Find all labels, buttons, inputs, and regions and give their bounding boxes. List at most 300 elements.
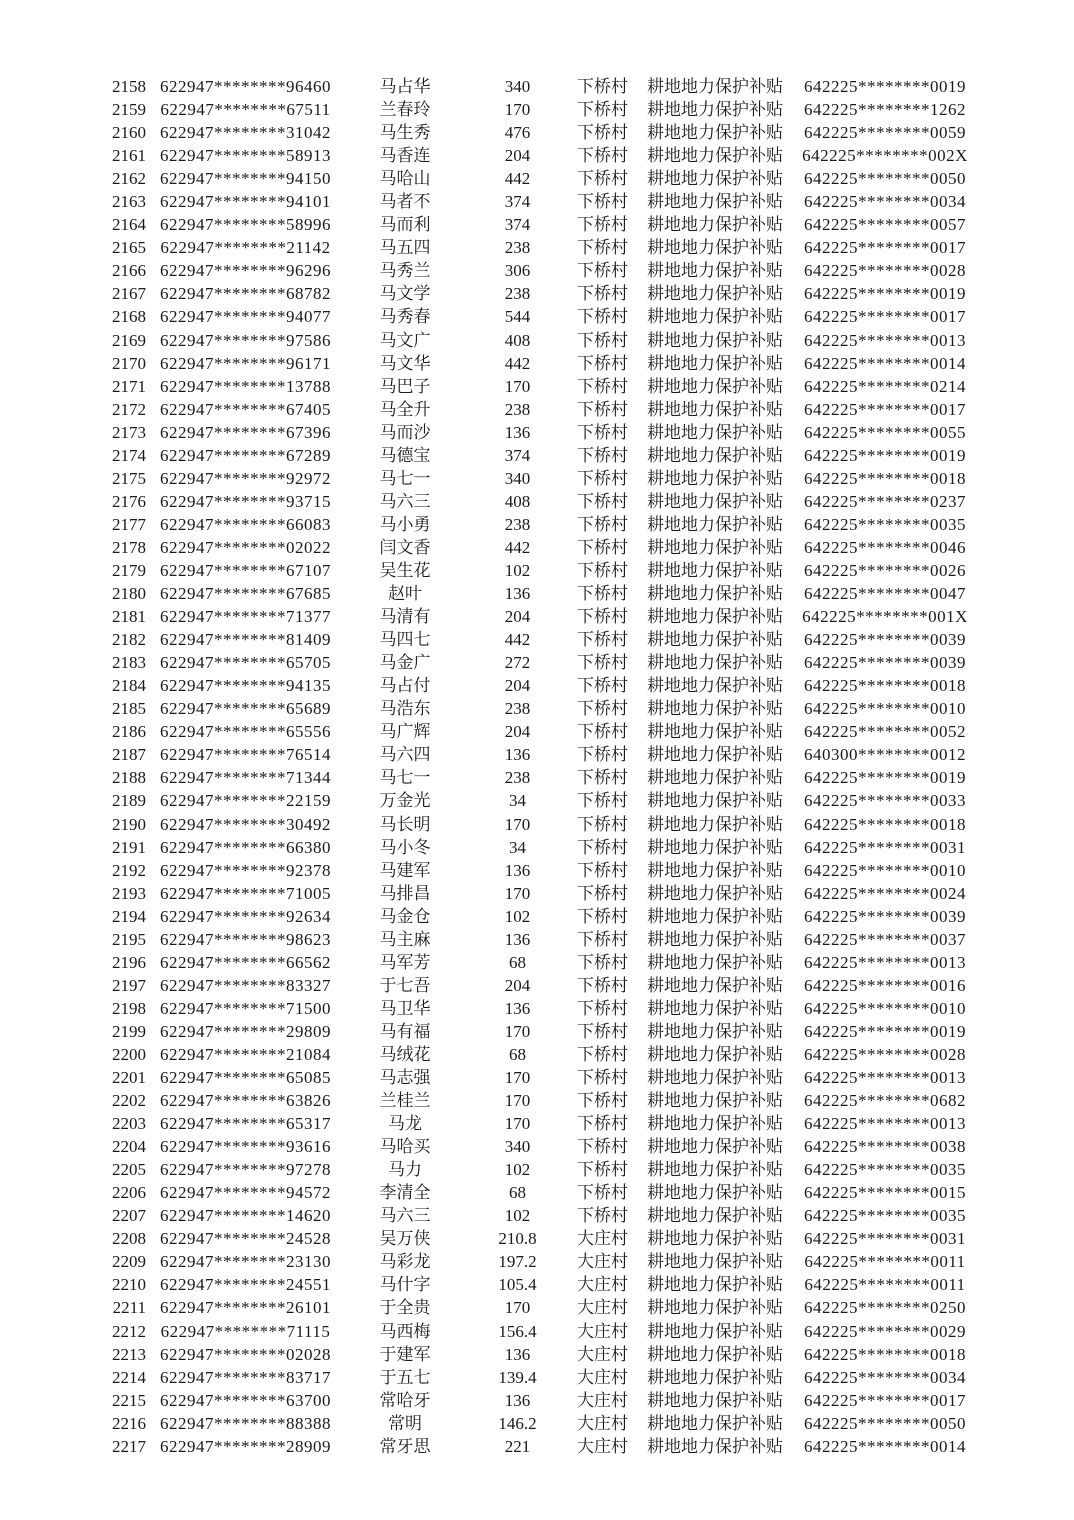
village-name: 下桥村 xyxy=(577,123,628,143)
row-number: 2210 xyxy=(112,1275,146,1295)
id-number: 622947********94101 xyxy=(160,192,331,212)
row-number: 2165 xyxy=(112,238,146,258)
account-number: 642225********0010 xyxy=(804,860,966,880)
amount-value: 408 xyxy=(504,491,531,511)
recipient-name: 马金仓 xyxy=(379,906,431,926)
row-number: 2184 xyxy=(112,676,146,696)
table-row xyxy=(0,190,1074,213)
table-row xyxy=(0,628,1074,651)
village-name: 下桥村 xyxy=(577,100,628,120)
table-row xyxy=(0,813,1074,836)
subsidy-type: 耕地地力保护补贴 xyxy=(647,1044,783,1064)
table-row xyxy=(0,536,1074,559)
village-name: 大庄村 xyxy=(577,1252,628,1272)
id-number: 622947********94572 xyxy=(160,1183,331,1203)
account-number: 642225********0029 xyxy=(804,1321,966,1341)
subsidy-type: 耕地地力保护补贴 xyxy=(647,1321,783,1341)
village-name: 下桥村 xyxy=(577,215,628,235)
village-name: 下桥村 xyxy=(577,791,628,811)
recipient-name: 闫文香 xyxy=(379,537,431,557)
recipient-name: 马六三 xyxy=(379,491,431,511)
row-number: 2190 xyxy=(112,814,146,834)
account-number: 642225********001X xyxy=(802,607,968,627)
id-number: 622947********98623 xyxy=(160,929,331,949)
row-number: 2158 xyxy=(112,77,146,96)
account-number: 642225********0016 xyxy=(804,975,966,995)
row-number: 2168 xyxy=(112,307,146,327)
id-number: 622947********24551 xyxy=(160,1275,331,1295)
id-number: 622947********13788 xyxy=(160,376,331,396)
amount-value: 102 xyxy=(504,1160,531,1180)
amount-value: 340 xyxy=(504,468,531,488)
table-row xyxy=(0,974,1074,997)
table-row xyxy=(0,1089,1074,1112)
amount-value: 238 xyxy=(504,399,531,419)
id-number: 622947********21142 xyxy=(160,238,331,258)
village-name: 下桥村 xyxy=(577,1160,628,1180)
table-row xyxy=(0,882,1074,905)
row-number: 2176 xyxy=(112,491,146,511)
subsidy-type: 耕地地力保护补贴 xyxy=(647,860,783,880)
village-name: 下桥村 xyxy=(577,929,628,949)
account-number: 642225********0028 xyxy=(804,261,966,281)
table-row xyxy=(0,467,1074,490)
row-number: 2199 xyxy=(112,1021,146,1041)
village-name: 下桥村 xyxy=(577,584,628,604)
id-number: 622947********58996 xyxy=(160,215,331,235)
village-name: 下桥村 xyxy=(577,330,628,350)
table-row xyxy=(0,674,1074,697)
amount-value: 170 xyxy=(504,1068,531,1088)
subsidy-type: 耕地地力保护补贴 xyxy=(647,676,783,696)
account-number: 642225********0019 xyxy=(804,768,966,788)
subsidy-type: 耕地地力保护补贴 xyxy=(647,1367,783,1387)
row-number: 2179 xyxy=(112,560,146,580)
account-number: 642225********0039 xyxy=(804,906,966,926)
account-number: 642225********0037 xyxy=(804,929,966,949)
row-number: 2215 xyxy=(112,1390,146,1410)
village-name: 下桥村 xyxy=(577,653,628,673)
id-number: 622947********71500 xyxy=(160,998,331,1018)
id-number: 622947********92972 xyxy=(160,468,331,488)
account-number: 642225********0031 xyxy=(804,837,966,857)
id-number: 622947********65317 xyxy=(160,1114,331,1134)
row-number: 2207 xyxy=(112,1206,146,1226)
row-number: 2186 xyxy=(112,722,146,742)
table-row xyxy=(0,928,1074,951)
recipient-name: 马秀兰 xyxy=(379,261,431,281)
table-row xyxy=(0,1250,1074,1273)
row-number: 2211 xyxy=(112,1298,146,1318)
account-number: 642225********0035 xyxy=(804,1160,966,1180)
subsidy-type: 耕地地力保护补贴 xyxy=(647,630,783,650)
recipient-name: 马哈买 xyxy=(379,1137,431,1157)
table-row xyxy=(0,1343,1074,1366)
id-number: 622947********93715 xyxy=(160,491,331,511)
id-number: 622947********71005 xyxy=(160,883,331,903)
subsidy-type: 耕地地力保护补贴 xyxy=(647,906,783,926)
recipient-name: 马小勇 xyxy=(379,514,431,534)
table-row xyxy=(0,398,1074,421)
table-row xyxy=(0,1435,1074,1458)
id-number: 622947********96296 xyxy=(160,261,331,281)
subsidy-type: 耕地地力保护补贴 xyxy=(647,1137,783,1157)
table-row xyxy=(0,444,1074,467)
amount-value: 146.2 xyxy=(498,1413,537,1433)
row-number: 2166 xyxy=(112,261,146,281)
subsidy-type: 耕地地力保护补贴 xyxy=(647,584,783,604)
account-number: 642225********0013 xyxy=(804,952,966,972)
id-number: 622947********26101 xyxy=(160,1298,331,1318)
id-number: 622947********65689 xyxy=(160,699,331,719)
recipient-name: 马而利 xyxy=(379,215,431,235)
account-number: 642225********0013 xyxy=(804,1114,966,1134)
village-name: 大庄村 xyxy=(577,1229,628,1249)
subsidy-type: 耕地地力保护补贴 xyxy=(647,192,783,212)
amount-value: 105.4 xyxy=(498,1275,537,1295)
row-number: 2177 xyxy=(112,514,146,534)
row-number: 2206 xyxy=(112,1183,146,1203)
subsidy-type: 耕地地力保护补贴 xyxy=(647,699,783,719)
village-name: 大庄村 xyxy=(577,1275,628,1295)
account-number: 642225********0019 xyxy=(804,284,966,304)
subsidy-type: 耕地地力保护补贴 xyxy=(647,837,783,857)
village-name: 下桥村 xyxy=(577,468,628,488)
village-name: 下桥村 xyxy=(577,607,628,627)
amount-value: 306 xyxy=(504,261,531,281)
recipient-name: 马主麻 xyxy=(379,929,431,949)
id-number: 622947********14620 xyxy=(160,1206,331,1226)
village-name: 下桥村 xyxy=(577,376,628,396)
subsidy-type: 耕地地力保护补贴 xyxy=(647,1252,783,1272)
table-row xyxy=(0,766,1074,789)
subsidy-type: 耕地地力保护补贴 xyxy=(647,1114,783,1134)
table-row xyxy=(0,213,1074,236)
id-number: 622947********30492 xyxy=(160,814,331,834)
account-number: 640300********0012 xyxy=(804,745,966,765)
village-name: 下桥村 xyxy=(577,422,628,442)
table-row xyxy=(0,75,1074,98)
village-name: 下桥村 xyxy=(577,261,628,281)
recipient-name: 马占华 xyxy=(379,77,431,96)
amount-value: 34 xyxy=(509,837,526,857)
subsidy-type: 耕地地力保护补贴 xyxy=(647,468,783,488)
id-number: 622947********22159 xyxy=(160,791,331,811)
recipient-name: 于全贵 xyxy=(379,1298,431,1318)
table-row xyxy=(0,1020,1074,1043)
table-row xyxy=(0,1366,1074,1389)
amount-value: 197.2 xyxy=(498,1252,537,1272)
subsidy-type: 耕地地力保护补贴 xyxy=(647,607,783,627)
amount-value: 170 xyxy=(504,100,531,120)
amount-value: 442 xyxy=(504,537,531,557)
village-name: 下桥村 xyxy=(577,1206,628,1226)
amount-value: 68 xyxy=(509,1183,526,1203)
subsidy-type: 耕地地力保护补贴 xyxy=(647,1160,783,1180)
table-row xyxy=(0,375,1074,398)
recipient-name: 常哈牙 xyxy=(379,1390,431,1410)
village-name: 下桥村 xyxy=(577,445,628,465)
row-number: 2175 xyxy=(112,468,146,488)
village-name: 下桥村 xyxy=(577,146,628,166)
table-row xyxy=(0,1043,1074,1066)
row-number: 2185 xyxy=(112,699,146,719)
village-name: 下桥村 xyxy=(577,630,628,650)
village-name: 下桥村 xyxy=(577,952,628,972)
row-number: 2202 xyxy=(112,1091,146,1111)
row-number: 2195 xyxy=(112,929,146,949)
amount-value: 170 xyxy=(504,814,531,834)
account-number: 642225********0019 xyxy=(804,1021,966,1041)
row-number: 2169 xyxy=(112,330,146,350)
account-number: 642225********0237 xyxy=(804,491,966,511)
amount-value: 136 xyxy=(504,1344,531,1364)
village-name: 下桥村 xyxy=(577,192,628,212)
subsidy-type: 耕地地力保护补贴 xyxy=(647,422,783,442)
row-number: 2171 xyxy=(112,376,146,396)
amount-value: 136 xyxy=(504,584,531,604)
amount-value: 204 xyxy=(504,722,531,742)
recipient-name: 马军芳 xyxy=(379,952,431,972)
recipient-name: 马秀春 xyxy=(379,307,431,327)
recipient-name: 马彩龙 xyxy=(379,1252,431,1272)
table-row xyxy=(0,236,1074,259)
id-number: 622947********88388 xyxy=(160,1413,331,1433)
table-row xyxy=(0,490,1074,513)
village-name: 下桥村 xyxy=(577,814,628,834)
account-number: 642225********0024 xyxy=(804,883,966,903)
account-number: 642225********0028 xyxy=(804,1044,966,1064)
subsidy-type: 耕地地力保护补贴 xyxy=(647,975,783,995)
row-number: 2205 xyxy=(112,1160,146,1180)
row-number: 2196 xyxy=(112,952,146,972)
table-row xyxy=(0,605,1074,628)
account-number: 642225********0018 xyxy=(804,676,966,696)
amount-value: 374 xyxy=(504,445,531,465)
subsidy-type: 耕地地力保护补贴 xyxy=(647,722,783,742)
table-row xyxy=(0,1273,1074,1296)
subsidy-type: 耕地地力保护补贴 xyxy=(647,998,783,1018)
row-number: 2191 xyxy=(112,837,146,857)
id-number: 622947********67511 xyxy=(160,100,331,120)
row-number: 2164 xyxy=(112,215,146,235)
village-name: 下桥村 xyxy=(577,745,628,765)
subsidy-type: 耕地地力保护补贴 xyxy=(647,745,783,765)
id-number: 622947********02022 xyxy=(160,537,331,557)
amount-value: 34 xyxy=(509,791,526,811)
id-number: 622947********97586 xyxy=(160,330,331,350)
amount-value: 476 xyxy=(504,123,531,143)
account-number: 642225********0047 xyxy=(804,584,966,604)
row-number: 2198 xyxy=(112,998,146,1018)
village-name: 下桥村 xyxy=(577,399,628,419)
table-row xyxy=(0,743,1074,766)
recipient-name: 马文学 xyxy=(379,284,431,304)
id-number: 622947********58913 xyxy=(160,146,331,166)
village-name: 下桥村 xyxy=(577,837,628,857)
table-row xyxy=(0,421,1074,444)
row-number: 2208 xyxy=(112,1229,146,1249)
recipient-name: 于七吾 xyxy=(379,975,431,995)
table-row xyxy=(0,1412,1074,1435)
amount-value: 136 xyxy=(504,422,531,442)
table-row xyxy=(0,559,1074,582)
account-number: 642225********0026 xyxy=(804,560,966,580)
recipient-name: 马小冬 xyxy=(379,837,431,857)
amount-value: 170 xyxy=(504,1021,531,1041)
id-number: 622947********83327 xyxy=(160,975,331,995)
subsidy-type: 耕地地力保护补贴 xyxy=(647,1413,783,1433)
table-row xyxy=(0,836,1074,859)
table-row xyxy=(0,997,1074,1020)
recipient-name: 吴万侠 xyxy=(379,1229,431,1249)
village-name: 下桥村 xyxy=(577,1021,628,1041)
table-row xyxy=(0,951,1074,974)
subsidy-type: 耕地地力保护补贴 xyxy=(647,146,783,166)
account-number: 642225********0034 xyxy=(804,192,966,212)
amount-value: 238 xyxy=(504,284,531,304)
subsidy-type: 耕地地力保护补贴 xyxy=(647,1390,783,1410)
village-name: 大庄村 xyxy=(577,1413,628,1433)
recipient-name: 常明 xyxy=(388,1413,422,1433)
table-row xyxy=(0,1389,1074,1412)
subsidy-type: 耕地地力保护补贴 xyxy=(647,261,783,281)
id-number: 622947********65705 xyxy=(160,653,331,673)
recipient-name: 马四七 xyxy=(379,630,431,650)
table-row xyxy=(0,905,1074,928)
village-name: 下桥村 xyxy=(577,1137,628,1157)
amount-value: 408 xyxy=(504,330,531,350)
recipient-name: 马文广 xyxy=(379,330,431,350)
amount-value: 136 xyxy=(504,1390,531,1410)
table-row xyxy=(0,1181,1074,1204)
table-row xyxy=(0,1066,1074,1089)
subsidy-type: 耕地地力保护补贴 xyxy=(647,1206,783,1226)
village-name: 下桥村 xyxy=(577,169,628,189)
row-number: 2172 xyxy=(112,399,146,419)
amount-value: 374 xyxy=(504,192,531,212)
recipient-name: 李清全 xyxy=(379,1183,431,1203)
id-number: 622947********21084 xyxy=(160,1044,331,1064)
row-number: 2194 xyxy=(112,906,146,926)
recipient-name: 马排昌 xyxy=(379,883,431,903)
account-number: 642225********0033 xyxy=(804,791,966,811)
amount-value: 238 xyxy=(504,238,531,258)
row-number: 2174 xyxy=(112,445,146,465)
table-row xyxy=(0,1227,1074,1250)
village-name: 下桥村 xyxy=(577,560,628,580)
row-number: 2214 xyxy=(112,1367,146,1387)
id-number: 622947********23130 xyxy=(160,1252,331,1272)
account-number: 642225********0011 xyxy=(804,1275,966,1295)
recipient-name: 马者不 xyxy=(379,192,431,212)
row-number: 2187 xyxy=(112,745,146,765)
id-number: 622947********66083 xyxy=(160,514,331,534)
account-number: 642225********0059 xyxy=(804,123,966,143)
account-number: 642225********0019 xyxy=(804,445,966,465)
recipient-name: 马有福 xyxy=(379,1021,431,1041)
row-number: 2209 xyxy=(112,1252,146,1272)
amount-value: 136 xyxy=(504,998,531,1018)
recipient-name: 马全升 xyxy=(379,399,431,419)
row-number: 2182 xyxy=(112,630,146,650)
id-number: 622947********94150 xyxy=(160,169,331,189)
village-name: 下桥村 xyxy=(577,975,628,995)
row-number: 2183 xyxy=(112,653,146,673)
id-number: 622947********67685 xyxy=(160,584,331,604)
subsidy-type: 耕地地力保护补贴 xyxy=(647,215,783,235)
village-name: 下桥村 xyxy=(577,307,628,327)
account-number: 642225********1262 xyxy=(804,100,966,120)
account-number: 642225********0013 xyxy=(804,330,966,350)
village-name: 大庄村 xyxy=(577,1344,628,1364)
amount-value: 340 xyxy=(504,77,531,96)
subsidy-type: 耕地地力保护补贴 xyxy=(647,399,783,419)
row-number: 2167 xyxy=(112,284,146,304)
amount-value: 238 xyxy=(504,514,531,534)
amount-value: 544 xyxy=(504,307,531,327)
row-number: 2217 xyxy=(112,1436,146,1456)
amount-value: 102 xyxy=(504,906,531,926)
amount-value: 204 xyxy=(504,607,531,627)
village-name: 下桥村 xyxy=(577,77,628,96)
account-number: 642225********002X xyxy=(802,146,968,166)
row-number: 2188 xyxy=(112,768,146,788)
account-number: 642225********0013 xyxy=(804,1068,966,1088)
amount-value: 139.4 xyxy=(498,1367,537,1387)
table-row xyxy=(0,352,1074,375)
village-name: 下桥村 xyxy=(577,1183,628,1203)
recipient-name: 吴生花 xyxy=(379,560,431,580)
subsidy-type: 耕地地力保护补贴 xyxy=(647,814,783,834)
amount-value: 136 xyxy=(504,929,531,949)
recipient-name: 马哈山 xyxy=(379,169,431,189)
amount-value: 238 xyxy=(504,699,531,719)
id-number: 622947********93616 xyxy=(160,1137,331,1157)
id-number: 622947********92634 xyxy=(160,906,331,926)
subsidy-type: 耕地地力保护补贴 xyxy=(647,514,783,534)
amount-value: 102 xyxy=(504,560,531,580)
account-number: 642225********0035 xyxy=(804,1206,966,1226)
amount-value: 204 xyxy=(504,146,531,166)
subsidy-type: 耕地地力保护补贴 xyxy=(647,100,783,120)
account-number: 642225********0214 xyxy=(804,376,966,396)
table-row xyxy=(0,1135,1074,1158)
recipient-name: 马龙 xyxy=(388,1114,422,1134)
id-number: 622947********92378 xyxy=(160,860,331,880)
amount-value: 136 xyxy=(504,745,531,765)
id-number: 622947********83717 xyxy=(160,1367,331,1387)
id-number: 622947********71344 xyxy=(160,768,331,788)
row-number: 2213 xyxy=(112,1344,146,1364)
id-number: 622947********63826 xyxy=(160,1091,331,1111)
village-name: 下桥村 xyxy=(577,722,628,742)
account-number: 642225********0052 xyxy=(804,722,966,742)
village-name: 大庄村 xyxy=(577,1436,628,1456)
table-row xyxy=(0,282,1074,305)
recipient-name: 马七一 xyxy=(379,468,431,488)
recipient-name: 马什字 xyxy=(379,1275,431,1295)
id-number: 622947********24528 xyxy=(160,1229,331,1249)
subsidy-type: 耕地地力保护补贴 xyxy=(647,883,783,903)
row-number: 2173 xyxy=(112,422,146,442)
subsidy-type: 耕地地力保护补贴 xyxy=(647,929,783,949)
account-number: 642225********0014 xyxy=(804,353,966,373)
id-number: 622947********94077 xyxy=(160,307,331,327)
id-number: 622947********66562 xyxy=(160,952,331,972)
table-row xyxy=(0,305,1074,328)
row-number: 2212 xyxy=(112,1321,146,1341)
